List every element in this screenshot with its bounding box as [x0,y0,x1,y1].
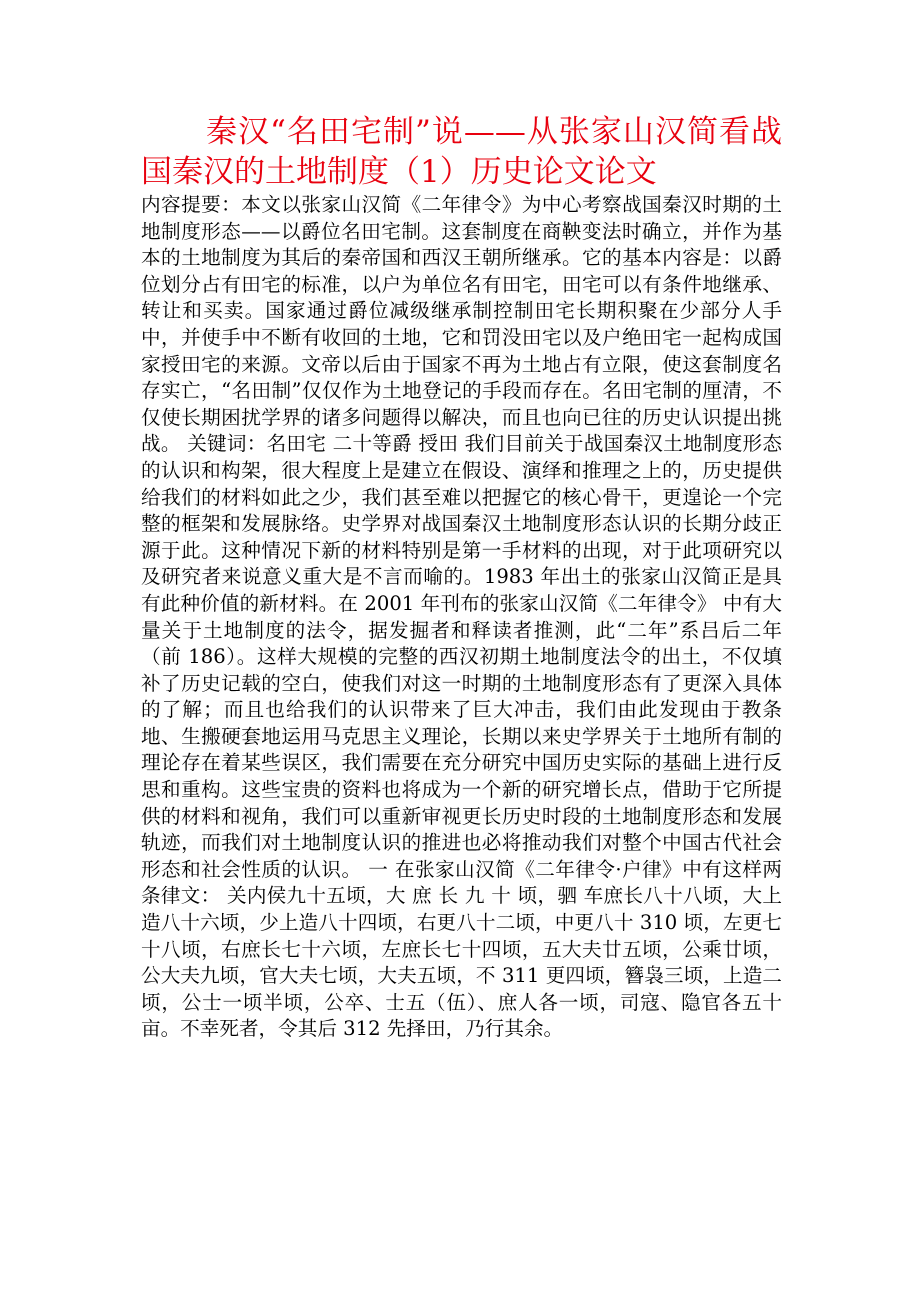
document-body [141,192,782,1043]
keywords-paragraph: 关键词：名田宅 二十等爵 授田 [187,432,459,456]
document-title [141,112,782,192]
abstract-paragraph: 内容提要：本文以张家山汉简《二年律令》为中心考察战国秦汉时期的土地制度形态——以爵位名田宅制。这套制度在商鞅变法时确立，并作为基本的土地制度为其后的秦帝国和西汉王朝所继承。它的基本内容是：以爵位划分占有田宅的标准，以户为单位名有田宅，田宅可以有条件地继承、转让和买卖。国家通过爵位减级继承制控制田宅长期积聚在少部分人手中，并使手中不断有收回的土地，它和罚没田宅以及户绝田宅一起构成国家授田宅的来源。文帝以后由于国家不再为土地占有立限，使这套制度名存实亡，“名田制”仅仅作为土地登记的手段而存在。名田宅制的厘清，不仅使长期困扰学界的诸多问题得以解决，而且也向已往的历史认识提出挑战。 [141,193,782,456]
section-heading: 一 [368,857,389,881]
title-text: 秦汉“名田宅制”说——从张家山汉简看战国秦汉的土地制度（1）历史论文论文 [141,114,782,190]
document-page [141,112,782,1043]
law-intro-paragraph: 在张家山汉简《二年律令·户律》中有这样两条律文： [141,857,783,908]
law-text-paragraph: 关内侯九十五顷，大 庶 长 九 十 顷，驷 车庶长八十八顷，大上造八十六顷，少上造八十四顷，右更八十二顷，中更八十 310 顷，左更七十八顷，右庶长七十六顷，左庶长七十四顷，五大夫廿五顷，公乘廿顷，公大夫九顷，官大夫七顷，大夫五顷，不 311 更四顷，簪袅三顷，上造二顷，公士一顷半顷，公卒、士五（伍）、庶人各一顷，司寇、隐官各五十亩。不幸死者，令其后 312 先择田，乃行其余。 [141,884,783,1041]
intro-paragraph: 我们目前关于战国秦汉土地制度形态的认识和构架，很大程度上是建立在假设、演绎和推理之上的，历史提供给我们的材料如此之少，我们甚至难以把握它的核心骨干，更遑论一个完整的框架和发展脉络。史学界对战国秦汉土地制度形态认识的长期分歧正源于此。这种情况下新的材料特别是第一手材料的出现，对于此项研究以及研究者来说意义重大是不言而喻的。1983 年出土的张家山汉简正是具有此种价值的新材料。在 2001 年刊布的张家山汉简《二年律令》 中有大量关于土地制度的法令，据发掘者和释读者推测，此“二年”系吕后二年（前 186）。这样大规模的完整的西汉初期土地制度法令的出土，不仅填补了历史记载的空白，使我们对这一时期的土地制度形态有了更深入具体的了解；而且也给我们的认识带来了巨大冲击，我们由此发现由于教条地、生搬硬套地运用马克思主义理论，长期以来史学界关于土地所有制的理论存在着某些误区，我们需要在充分研究中国历史实际的基础上进行反思和重构。这些宝贵的资料也将成为一个新的研究增长点，借助于它所提供的材料和视角，我们可以重新审视更长历史时段的土地制度形态和发展轨迹，而我们对土地制度认识的推进也必将推动我们对整个中国古代社会形态和社会性质的认识。 [141,432,782,881]
